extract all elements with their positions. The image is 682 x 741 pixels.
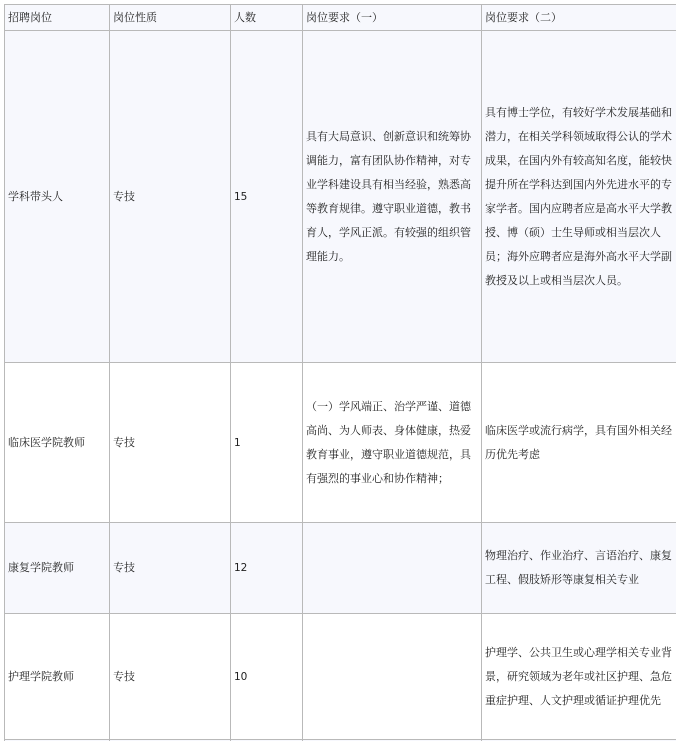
cell-count: 15 — [231, 31, 303, 363]
header-count: 人数 — [231, 5, 303, 31]
cell-count: 12 — [231, 523, 303, 614]
cell-requirement-2: 具有博士学位，有较好学术发展基础和潜力，在相关学科领域取得公认的学术成果，在国内外有较高知名度，能较快提升所在学科达到国内外先进水平的专家学者。国内应聘者应是高水平大学教授、博（硕）士生导师或相当层次人员；海外应聘者应是海外高水平大学副教授及以上或相当层次人员。 — [482, 31, 677, 363]
cell-position: 康复学院教师 — [5, 523, 110, 614]
header-requirement-2: 岗位要求（二） — [482, 5, 677, 31]
cell-count: 1 — [231, 363, 303, 523]
table-header-row — [5, 5, 677, 31]
cell-requirement-1 — [303, 523, 482, 614]
header-position: 招聘岗位 — [5, 5, 110, 31]
table-row — [5, 523, 677, 614]
table-row — [5, 31, 677, 363]
recruitment-table-container — [4, 4, 676, 741]
cell-requirement-2: 护理学、公共卫生或心理学相关专业背景，研究领域为老年或社区护理、急危重症护理、人文护理或循证护理优先 — [482, 614, 677, 740]
cell-position: 临床医学院教师 — [5, 363, 110, 523]
cell-count: 10 — [231, 614, 303, 740]
header-requirement-1: 岗位要求（一） — [303, 5, 482, 31]
recruitment-table — [4, 4, 676, 741]
cell-requirement-1 — [303, 614, 482, 740]
cell-requirement-1: （一）学风端正、治学严谨、道德高尚、为人师表、身体健康，热爱教育事业，遵守职业道德规范，具有强烈的事业心和协作精神； — [303, 363, 482, 523]
cell-requirement-1: 具有大局意识、创新意识和统筹协调能力，富有团队协作精神，对专业学科建设具有相当经验，熟悉高等教育规律。遵守职业道德，教书育人，学风正派。有较强的组织管理能力。 — [303, 31, 482, 363]
table-row — [5, 614, 677, 740]
cell-nature: 专技 — [110, 523, 231, 614]
header-nature: 岗位性质 — [110, 5, 231, 31]
cell-position: 学科带头人 — [5, 31, 110, 363]
table-row — [5, 363, 677, 523]
cell-position: 护理学院教师 — [5, 614, 110, 740]
cell-nature: 专技 — [110, 363, 231, 523]
cell-nature: 专技 — [110, 31, 231, 363]
cell-requirement-2: 物理治疗、作业治疗、言语治疗、康复工程、假肢矫形等康复相关专业 — [482, 523, 677, 614]
cell-requirement-2: 临床医学或流行病学，具有国外相关经历优先考虑 — [482, 363, 677, 523]
cell-nature: 专技 — [110, 614, 231, 740]
